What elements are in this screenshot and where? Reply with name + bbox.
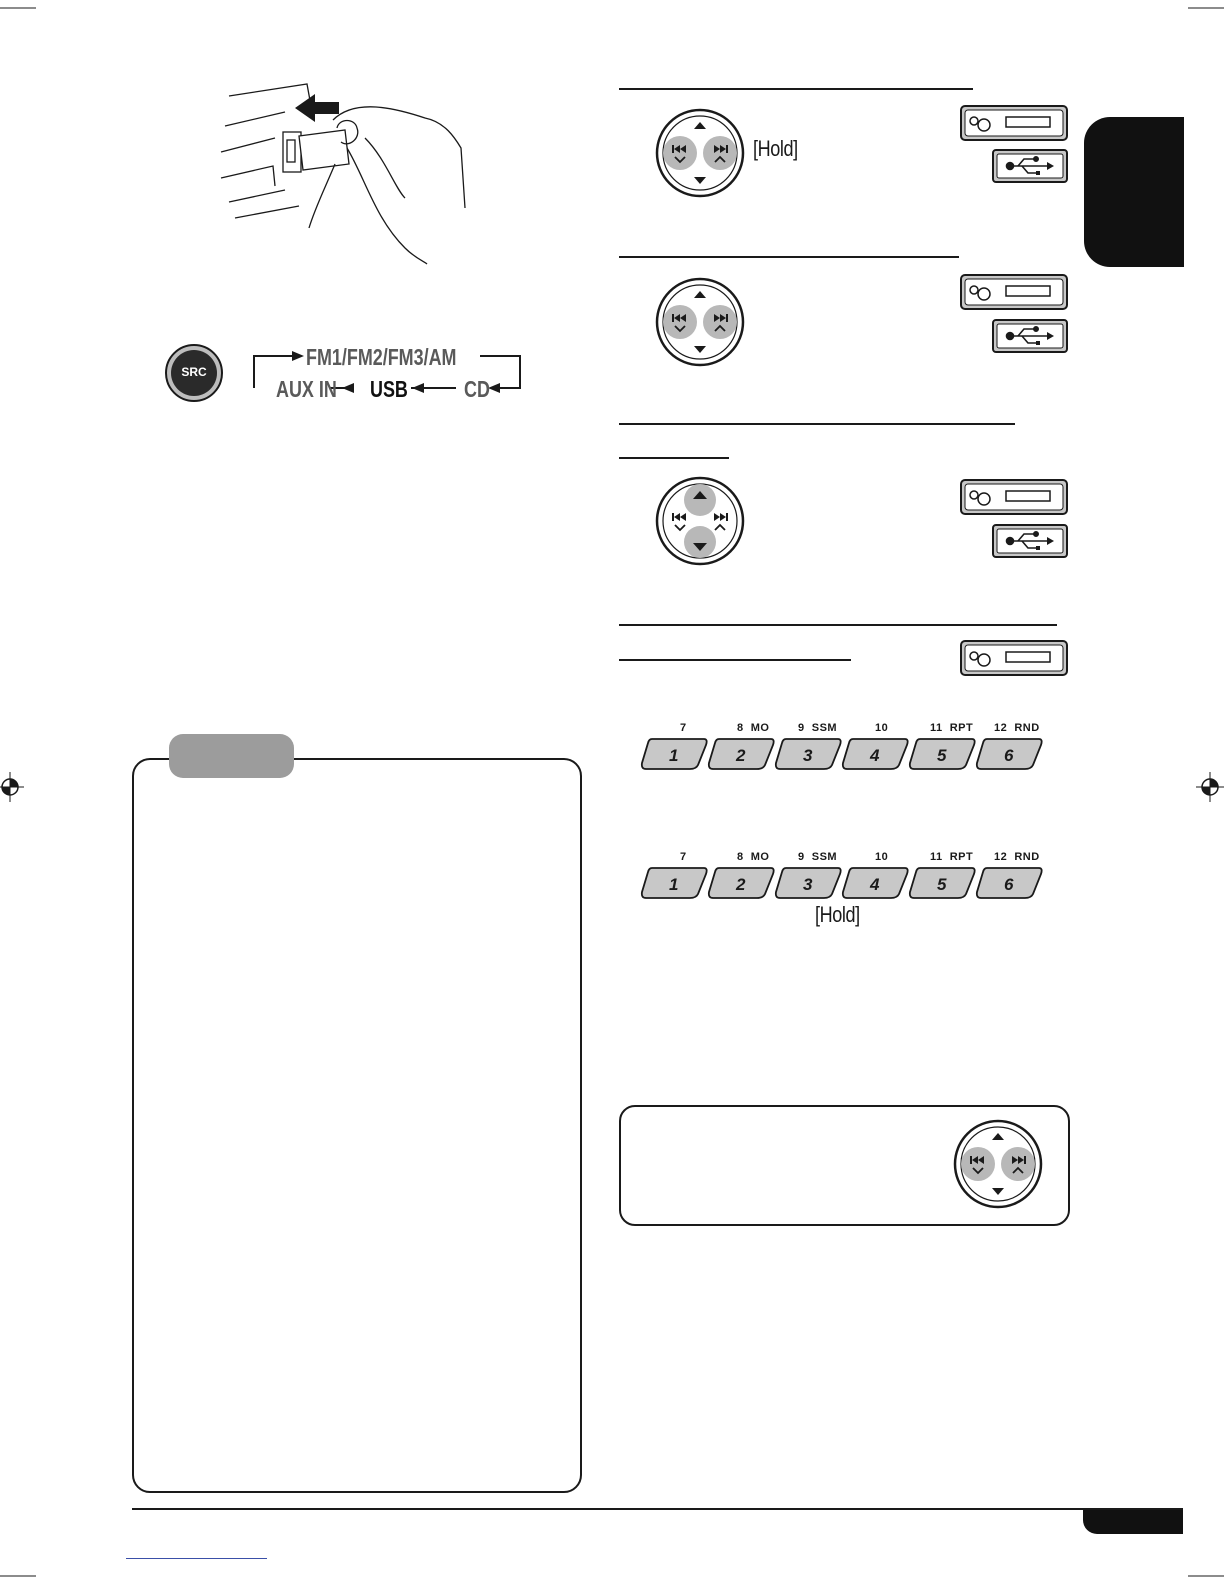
section-rule-4b xyxy=(619,659,851,661)
usb-icon xyxy=(992,319,1068,353)
hold-label-preset: [Hold] xyxy=(815,902,860,927)
preset-main-label: 4 xyxy=(870,875,880,894)
source-aux-label: AUX IN xyxy=(276,376,337,402)
preset-sub-label: 10 xyxy=(875,722,889,734)
footer-rule xyxy=(132,1508,1183,1510)
preset-sub-label: 9 SSM xyxy=(798,722,838,734)
footer-link-underline xyxy=(126,1558,267,1559)
usb-icon xyxy=(992,149,1068,183)
notice-box xyxy=(132,758,582,1493)
section-rule-3b xyxy=(619,457,729,459)
registration-mark-right xyxy=(1192,770,1224,804)
preset-main-label: 5 xyxy=(937,746,947,765)
control-dial-icon[interactable] xyxy=(655,277,745,367)
control-dial-icon[interactable] xyxy=(655,476,745,566)
preset-main-label: 3 xyxy=(803,746,813,765)
control-dial-icon[interactable] xyxy=(655,108,745,198)
preset-sub-label: 7 xyxy=(680,722,687,734)
preset-sub-label: 8 MO xyxy=(737,851,770,863)
preset-sub-label: 12 RND xyxy=(994,722,1040,734)
page-number-tab xyxy=(1083,1510,1183,1534)
preset-main-label: 4 xyxy=(870,746,880,765)
preset-main-label: 1 xyxy=(669,746,679,765)
source-cd-label: CD xyxy=(464,376,490,402)
notice-box-tab xyxy=(169,734,294,778)
preset-main-label: 2 xyxy=(736,746,746,765)
preset-sub-label: 11 RPT xyxy=(930,851,974,863)
preset-buttons-row-1 xyxy=(640,720,1050,775)
source-fm-label: FM1/FM2/FM3/AM xyxy=(306,344,457,370)
preset-main-label: 6 xyxy=(1004,746,1014,765)
cd-player-icon xyxy=(960,640,1068,676)
preset-sub-label: 12 RND xyxy=(994,851,1040,863)
preset-main-label: 5 xyxy=(937,875,947,894)
source-usb-label: USB xyxy=(370,376,408,402)
cd-player-icon xyxy=(960,274,1068,310)
source-button[interactable] xyxy=(165,344,223,402)
preset-sub-label: 7 xyxy=(680,851,687,863)
section-rule-1 xyxy=(619,88,973,90)
preset-main-label: 6 xyxy=(1004,875,1014,894)
section-rule-2 xyxy=(619,256,959,258)
usb-insertion-illustration xyxy=(215,78,475,268)
usb-icon xyxy=(992,524,1068,558)
preset-main-label: 1 xyxy=(669,875,679,894)
preset-sub-label: 10 xyxy=(875,851,889,863)
preset-main-label: 2 xyxy=(736,875,746,894)
control-dial-icon[interactable] xyxy=(953,1119,1043,1209)
preset-buttons-row-2 xyxy=(640,849,1050,904)
cd-player-icon xyxy=(960,105,1068,141)
cd-player-icon xyxy=(960,479,1068,515)
preset-sub-label: 8 MO xyxy=(737,722,770,734)
section-rule-4a xyxy=(619,624,1057,626)
language-tab xyxy=(1084,117,1184,267)
preset-sub-label: 9 SSM xyxy=(798,851,838,863)
preset-sub-label: 11 RPT xyxy=(930,722,974,734)
section-rule-3a xyxy=(619,423,1015,425)
hold-label-search: [Hold] xyxy=(753,136,798,161)
source-button-label: SRC xyxy=(181,365,207,379)
registration-mark-left xyxy=(0,770,28,804)
preset-main-label: 3 xyxy=(803,875,813,894)
